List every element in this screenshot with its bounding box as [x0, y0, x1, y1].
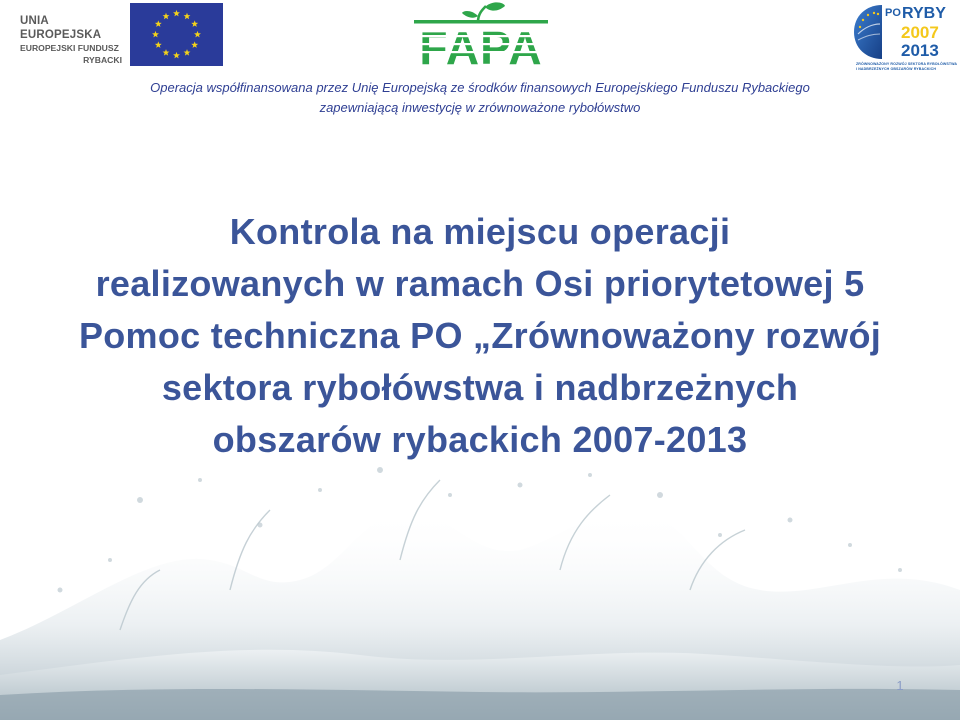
- title-line5: obszarów rybackich 2007-2013: [212, 419, 748, 460]
- cofinancing-line1: Operacja współfinansowana przez Unię Europejską ze środków finansowych Europejskiego Funduszu Rybackiego: [150, 80, 810, 95]
- poryby-logo: [850, 2, 958, 74]
- eu-logo-text: [20, 14, 130, 66]
- title-line1: Kontrola na miejscu operacji: [229, 211, 731, 252]
- poryby-caption: [856, 62, 958, 71]
- poryby-caption-line2: I NADBRZEŻNYCH OBSZARÓW RYBACKICH: [856, 66, 937, 71]
- eu-logo-line3: RYBACKI: [83, 55, 122, 65]
- poryby-caption-line1: ZRÓWNOWAŻONY ROZWÓJ SEKTORA RYBOŁÓWSTWA: [856, 62, 958, 66]
- poryby-2007: 2007: [901, 23, 939, 42]
- page-number: 1: [896, 678, 904, 693]
- water-splash-image: [0, 440, 960, 720]
- fapa-logo: [412, 2, 550, 68]
- poryby-2013: 2013: [901, 41, 939, 60]
- cofinancing-line2: zapewniającą inwestycję w zrównoważone rybołówstwo: [319, 100, 641, 115]
- slide-title: [20, 206, 940, 466]
- poryby-emblem-icon: [850, 2, 946, 62]
- title-line2: realizowanych w ramach Osi priorytetowej 5: [95, 263, 865, 304]
- eu-logo-line1: UNIA EUROPEJSKA: [20, 15, 102, 41]
- eu-logo-line2: EUROPEJSKI FUNDUSZ: [20, 43, 119, 53]
- eu-flag-icon: [130, 3, 223, 66]
- cofinancing-statement: [0, 78, 960, 118]
- poryby-ryby: RYBY: [902, 5, 946, 22]
- title-line3: Pomoc techniczna PO „Zrównoważony rozwój: [78, 315, 882, 356]
- title-line4: sektora rybołówstwa i nadbrzeżnych: [161, 367, 799, 408]
- poryby-po: PO: [885, 7, 901, 19]
